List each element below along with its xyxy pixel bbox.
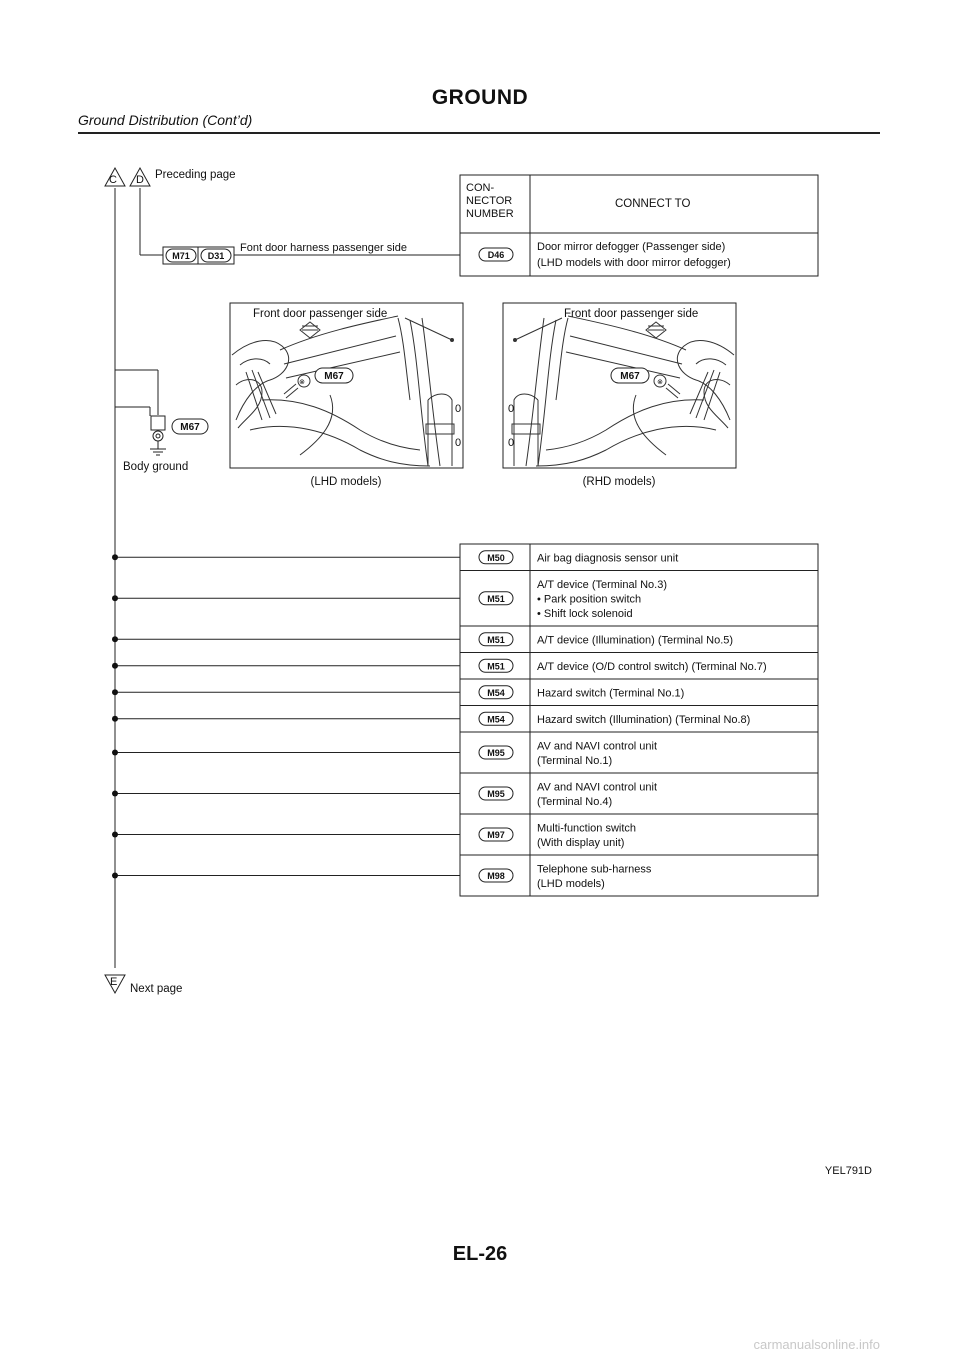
- row-description-line: • Park position switch: [537, 593, 642, 606]
- lhd-view-illustration: [232, 316, 454, 466]
- row-connector-label: M54: [487, 687, 505, 698]
- svg-text:⊗: ⊗: [657, 379, 663, 386]
- rhd-view-title: Front door passenger side: [564, 308, 699, 320]
- row-connector-label: M95: [487, 748, 505, 758]
- page-ref-e-marker: [105, 975, 125, 993]
- svg-text:0: 0: [508, 403, 515, 415]
- table-row: [460, 732, 818, 773]
- row-description-line: A/T device (Terminal No.3): [537, 578, 668, 591]
- top-row-line2: (LHD models with door mirror defogger): [537, 257, 731, 269]
- row-connector-label: M51: [487, 634, 505, 645]
- row-connector-label: M97: [487, 830, 505, 840]
- page-subtitle: Ground Distribution (Cont’d): [78, 112, 253, 128]
- harness-label: Font door harness passenger side: [240, 242, 407, 254]
- lhd-view-caption: (LHD models): [310, 476, 382, 488]
- body-ground-label: Body ground: [123, 461, 189, 473]
- ground-symbol: [150, 416, 166, 455]
- table-row: [460, 773, 818, 814]
- row-connector-label: M54: [487, 714, 505, 725]
- table-row: [460, 855, 818, 896]
- row-connector-label: M95: [487, 789, 505, 799]
- rhd-view-caption: (RHD models): [582, 476, 656, 488]
- page-title: GROUND: [431, 86, 529, 109]
- svg-text:⊗: ⊗: [299, 379, 305, 386]
- row-description-line: AV and NAVI control unit: [537, 781, 658, 794]
- row-connector-label: M98: [487, 871, 505, 881]
- row-description-line: Telephone sub-harness: [537, 863, 652, 876]
- row-description-line: Multi-function switch: [537, 822, 637, 835]
- connector-table: [112, 544, 818, 896]
- lhd-view-connector: M67: [324, 371, 344, 382]
- splice-dot: [112, 750, 118, 756]
- splice-dot: [112, 663, 118, 669]
- row-description-line: Hazard switch (Illumination) (Terminal No.8): [537, 713, 751, 726]
- row-description-line: Hazard switch (Terminal No.1): [537, 687, 685, 700]
- splice-dot: [112, 595, 118, 601]
- page-ref-c-marker: [105, 168, 125, 186]
- row-description-line: AV and NAVI control unit: [537, 740, 658, 753]
- page-number: EL-26: [452, 1243, 508, 1265]
- top-row-line1: Door mirror defogger (Passenger side): [537, 241, 726, 253]
- row-description-line: Air bag diagnosis sensor unit: [537, 552, 679, 565]
- svg-text:0: 0: [455, 437, 462, 449]
- watermark-text: carmanualsonline.info: [753, 1337, 880, 1352]
- rhd-view-illustration: [512, 316, 734, 466]
- row-description-line: (Terminal No.1): [537, 754, 613, 767]
- splice-dot: [112, 636, 118, 642]
- row-description-line: A/T device (O/D control switch) (Terminal No.7): [537, 660, 767, 673]
- lhd-view-title: Front door passenger side: [253, 308, 388, 320]
- row-connector-label: M51: [487, 593, 505, 604]
- harness-connector-a: M71: [172, 251, 190, 261]
- splice-dot: [112, 791, 118, 797]
- splice-dot: [112, 716, 118, 722]
- harness-connector-b: D31: [207, 251, 225, 261]
- splice-dot: [112, 689, 118, 695]
- row-connector-label: M50: [487, 552, 505, 563]
- row-description-line: • Shift lock solenoid: [537, 607, 633, 620]
- top-row-connector: D46: [487, 250, 505, 260]
- row-connector-label: M51: [487, 661, 505, 672]
- row-description-line: (LHD models): [537, 877, 605, 890]
- next-page-label: Next page: [130, 983, 183, 995]
- splice-dot: [112, 873, 118, 879]
- page-ref-d-marker: [130, 168, 150, 186]
- connect-to-header: CONNECT TO: [615, 198, 691, 210]
- figure-code: YEL791D: [824, 1165, 872, 1177]
- page-ref-d-label: D: [136, 174, 144, 186]
- page-ref-e-label: E: [110, 976, 118, 988]
- svg-text:0: 0: [508, 437, 515, 449]
- row-description-line: (With display unit): [537, 836, 625, 849]
- ground-connector: M67: [180, 422, 200, 433]
- row-description-line: A/T device (Illumination) (Terminal No.5): [537, 634, 734, 647]
- svg-text:0: 0: [455, 403, 462, 415]
- connector-number-header: CON- NECTOR NUMBER: [466, 182, 514, 220]
- rhd-view-connector: M67: [620, 371, 640, 382]
- page-ref-c-label: C: [109, 174, 117, 186]
- row-description-line: (Terminal No.4): [537, 795, 613, 808]
- preceding-page-label: Preceding page: [155, 169, 236, 181]
- splice-dot: [112, 554, 118, 560]
- table-row: [460, 814, 818, 855]
- splice-dot: [112, 832, 118, 838]
